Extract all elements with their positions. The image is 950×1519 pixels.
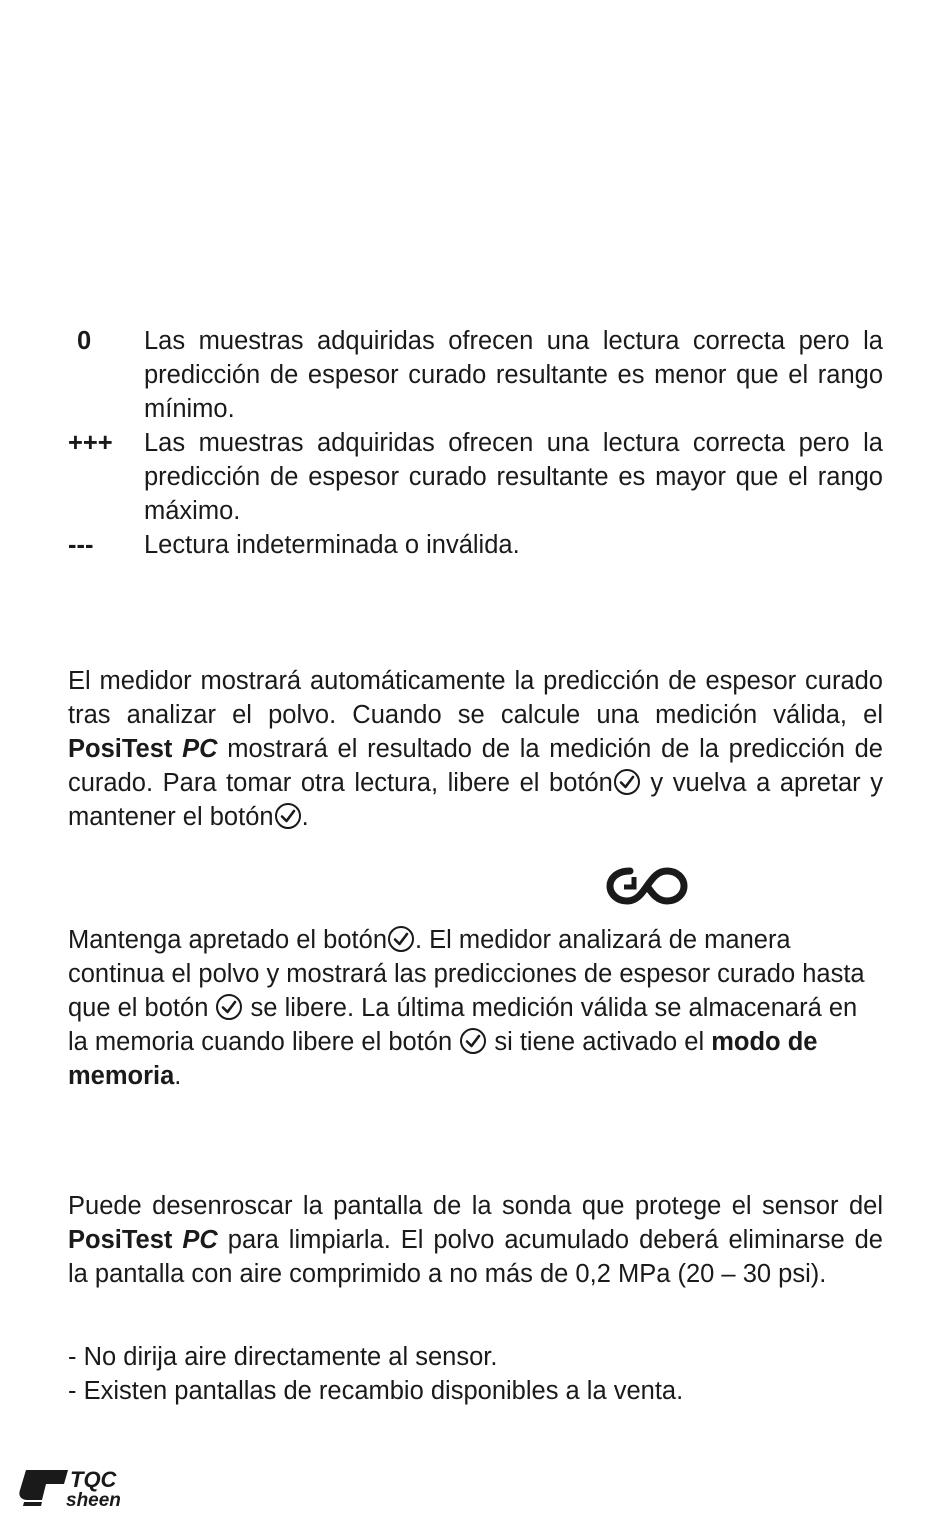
- code-row-plus: [68, 426, 883, 528]
- logo-text-sheen: sheen: [66, 1490, 121, 1510]
- code-description: Lectura indeterminada o inválida.: [144, 531, 520, 559]
- check-circle-icon: [459, 1027, 487, 1055]
- memory-mode-term: modo de memoria: [68, 1028, 818, 1090]
- continuous-mode-paragraph: Mantenga apretado el botón . El medidor analizará de manera continua el polvo y mostrará las predicciones de espesor curado hasta que el botón se libere. La última medición válida se almacenará en la memoria cuando libere el botón si tiene activado el modo de memoria.: [68, 926, 865, 1090]
- result-codes-list: [68, 324, 883, 562]
- logo-text-tqc: TQC: [70, 1467, 117, 1492]
- check-circle-icon: [613, 768, 641, 796]
- brand-name: PosiTest: [68, 735, 173, 763]
- code-term: +++: [68, 429, 113, 457]
- cleaning-paragraph: Puede desenroscar la pantalla de la sonda que protege el sensor del PosiTest PC para limpiarla. El polvo acumulado deberá eliminarse de la pantalla con aire comprimido a no más de 0,2 MPa (20 – 30 psi).: [68, 1192, 883, 1288]
- brand-name: PosiTest: [68, 1226, 173, 1254]
- code-description: Las muestras adquiridas ofrecen una lectura correcta pero la predicción de espesor curado resultante es mayor que el rango máximo.: [144, 429, 883, 525]
- continuous-mode-icon: [606, 863, 688, 909]
- tqc-sheen-logo: [16, 1466, 152, 1510]
- auto-measure-paragraph: El medidor mostrará automáticamente la predicción de espesor curado tras analizar el polvo. Cuando se calcule una medición válida, el PosiTest PC mostrará el resultado de la medición de la predicción de curado. Para tomar otra lectura, libere el botón y vuelva a apretar y mantener el botón .: [68, 667, 883, 831]
- check-circle-icon: [215, 993, 243, 1021]
- code-description: Las muestras adquiridas ofrecen una lectura correcta pero la predicción de espesor curado resultante es menor que el rango mínimo.: [144, 327, 883, 423]
- model-name: PC: [182, 1226, 218, 1254]
- notes-list: [68, 1340, 883, 1408]
- code-row-zero: [68, 324, 883, 426]
- code-term: 0: [77, 327, 92, 355]
- check-circle-icon: [274, 802, 302, 830]
- model-name: PC: [182, 735, 218, 763]
- code-row-minus: [68, 528, 883, 562]
- list-item: - No dirija aire directamente al sensor.: [68, 1343, 498, 1371]
- list-item: - Existen pantallas de recambio disponibles a la venta.: [68, 1377, 684, 1405]
- check-circle-icon: [387, 925, 415, 953]
- code-term: ---: [68, 531, 94, 559]
